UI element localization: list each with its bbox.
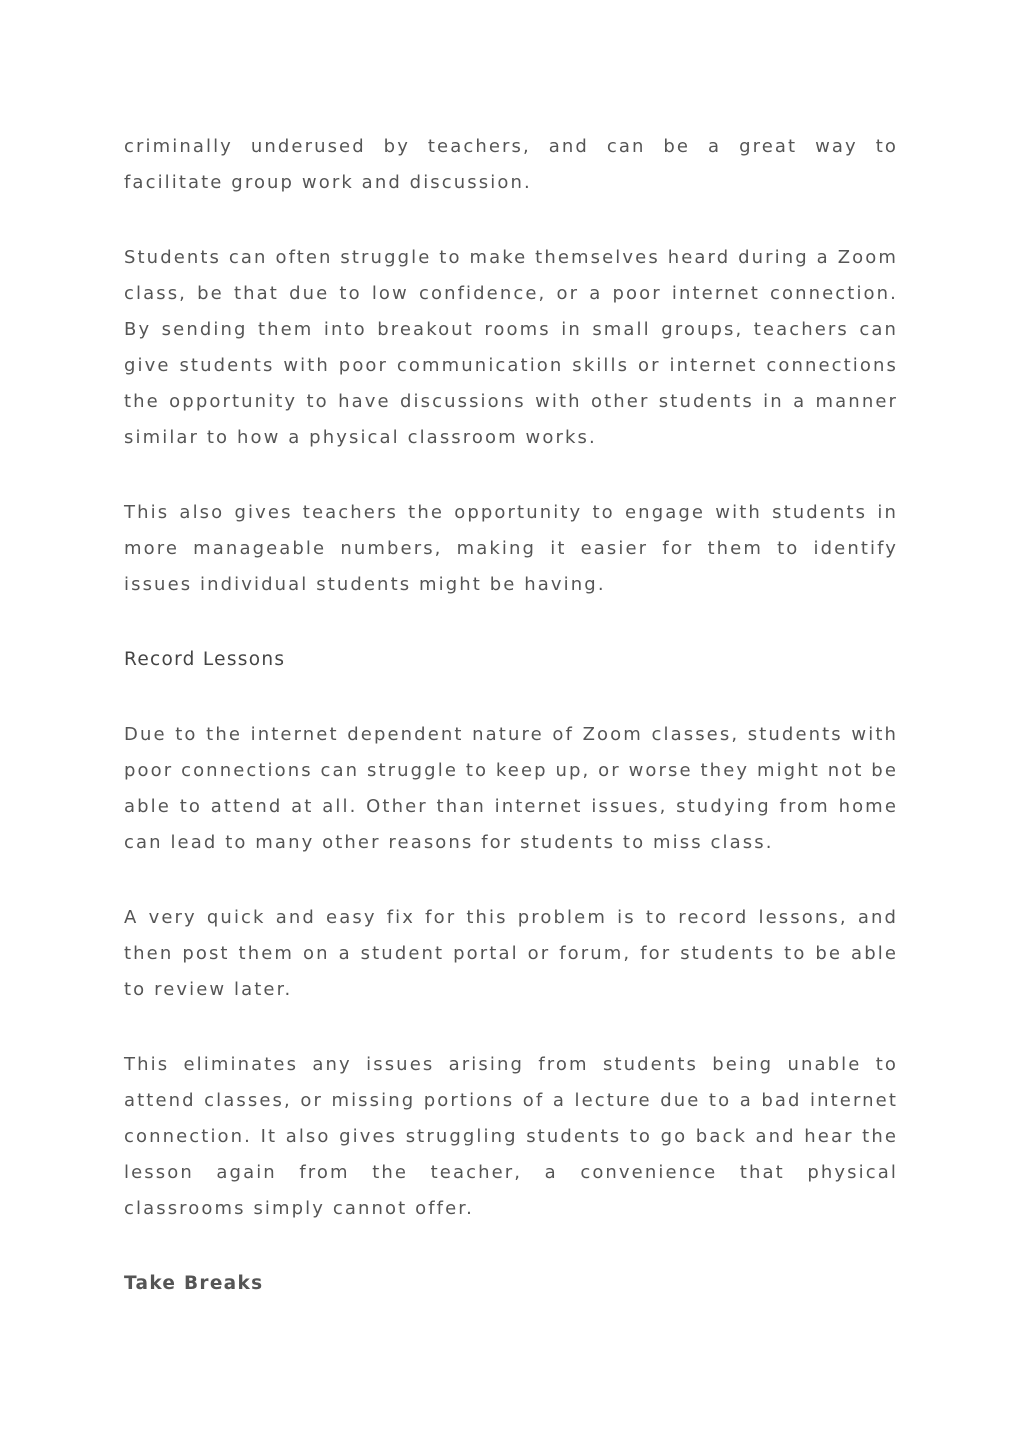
- heading-take-breaks: Take Breaks: [124, 1273, 264, 1294]
- paragraph-group-work: criminally underused by teachers, and can be a great way to facilitate group work and discussion.: [124, 136, 898, 193]
- paragraph-quick-fix: A very quick and easy fix for this problem is to record lessons, and then post them on a student portal or forum, for students to be able to review later.: [124, 907, 898, 1000]
- paragraph-eliminates-issues: This eliminates any issues arising from students being unable to attend classes, or missing portions of a lecture due to a bad internet connection. It also gives struggling students to go back and hear the lesson again from the teacher, a convenience that physical classrooms simply cannot offer.: [124, 1054, 898, 1219]
- heading-record-lessons: Record Lessons: [124, 649, 286, 670]
- document-page: [124, 129, 898, 1341]
- paragraph-internet-dependent: Due to the internet dependent nature of Zoom classes, students with poor connections can struggle to keep up, or worse they might not be able to attend at all. Other than internet issues, studying from home can lead to many other reasons for students to miss class.: [124, 724, 898, 853]
- paragraph-manageable-numbers: This also gives teachers the opportunity to engage with students in more manageable numbers, making it easier for them to identify issues individual students might be having.: [124, 502, 898, 595]
- paragraph-breakout-rooms: Students can often struggle to make themselves heard during a Zoom class, be that due to low confidence, or a poor internet connection. By sending them into breakout rooms in small groups, teachers can give students with poor communication skills or internet connections the opportunity to have discussions with other students in a manner similar to how a physical classroom works.: [124, 247, 898, 448]
